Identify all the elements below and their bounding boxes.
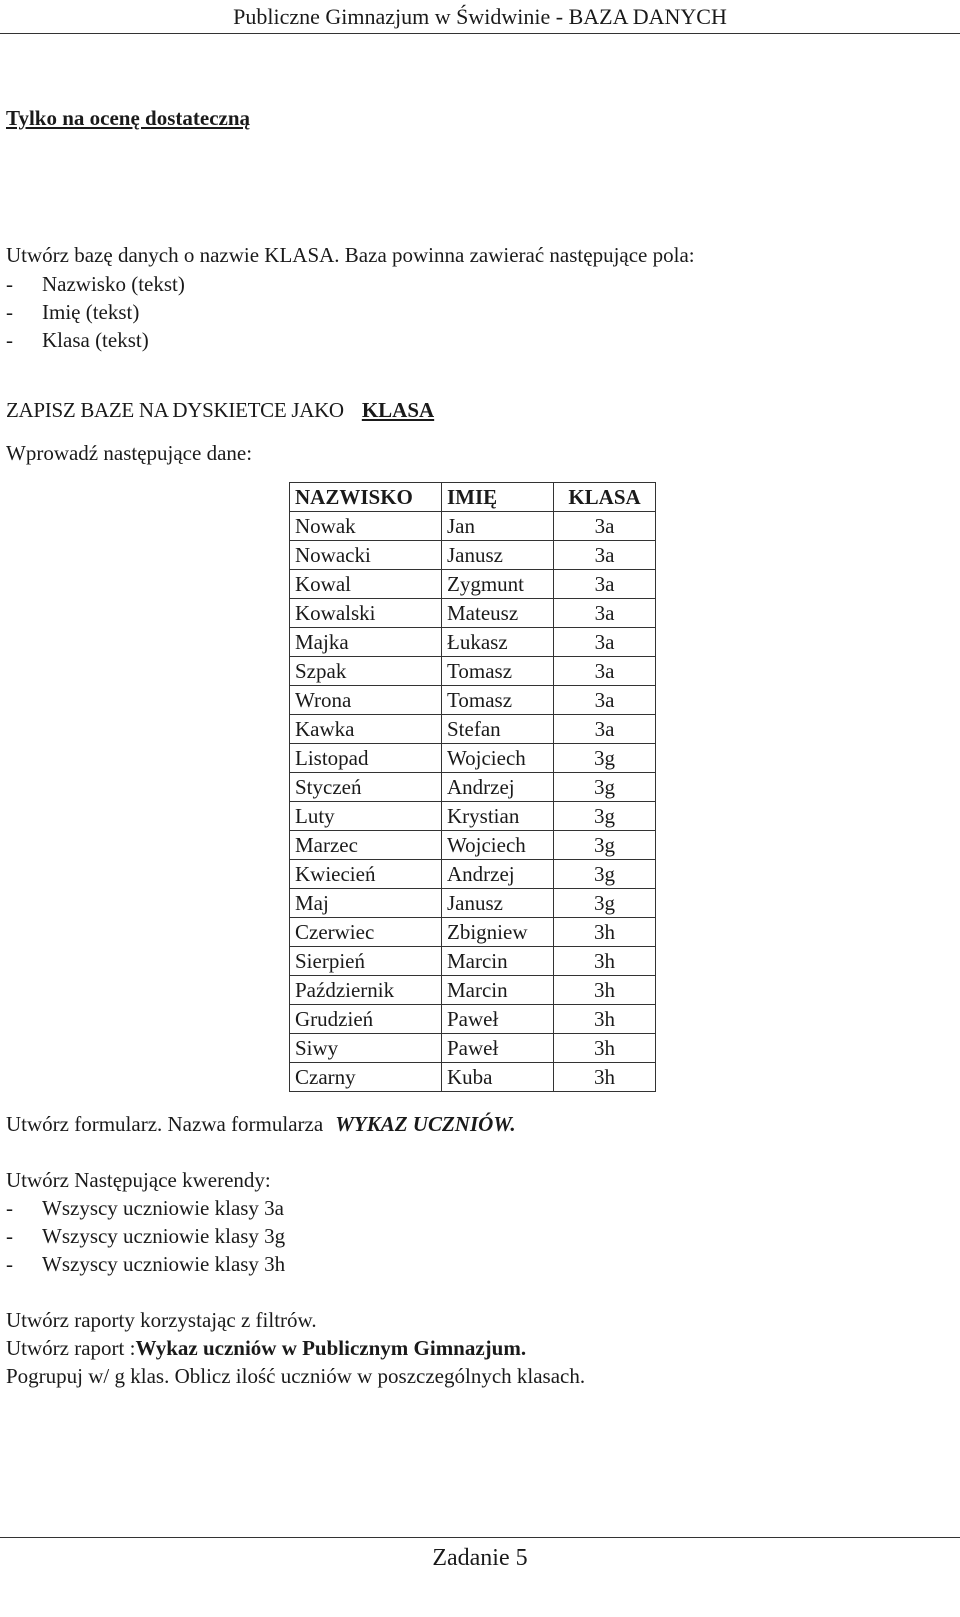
cell-class: 3g: [554, 744, 656, 773]
cell-class: 3a: [554, 715, 656, 744]
cell-surname: Siwy: [290, 1034, 442, 1063]
cell-class: 3h: [554, 976, 656, 1005]
cell-class: 3g: [554, 773, 656, 802]
table-row: [290, 541, 656, 570]
cell-name: Krystian: [442, 802, 554, 831]
table-row: [290, 773, 656, 802]
cell-name: Jan: [442, 512, 554, 541]
cell-name: Tomasz: [442, 657, 554, 686]
cell-surname: Marzec: [290, 831, 442, 860]
cell-name: Mateusz: [442, 599, 554, 628]
field-list-item: [6, 300, 139, 325]
page-header-title: Publiczne Gimnazjum w Świdwinie - BAZA DANYCH: [233, 4, 727, 29]
bullet-dash: -: [6, 272, 13, 296]
cell-surname: Szpak: [290, 657, 442, 686]
cell-class: 3h: [554, 1034, 656, 1063]
cell-class: 3a: [554, 570, 656, 599]
query-label: Wszyscy uczniowie klasy 3g: [42, 1224, 286, 1248]
cell-name: Wojciech: [442, 744, 554, 773]
table-row: [290, 657, 656, 686]
bullet-dash: -: [6, 1252, 13, 1276]
save-instruction: [6, 398, 434, 423]
table-row: [290, 802, 656, 831]
cell-name: Łukasz: [442, 628, 554, 657]
table-row: [290, 918, 656, 947]
cell-class: 3h: [554, 1063, 656, 1092]
cell-class: 3a: [554, 657, 656, 686]
cell-name: Wojciech: [442, 831, 554, 860]
table-header-row: [290, 483, 656, 512]
cell-surname: Sierpień: [290, 947, 442, 976]
cell-class: 3g: [554, 802, 656, 831]
cell-class: 3a: [554, 599, 656, 628]
field-list-item: [6, 328, 149, 353]
bullet-dash: -: [6, 1196, 13, 1220]
cell-class: 3h: [554, 947, 656, 976]
table-row: [290, 831, 656, 860]
field-list-item: [6, 272, 185, 297]
cell-class: 3g: [554, 860, 656, 889]
reports-line-1: Utwórz raporty korzystając z filtrów.: [6, 1308, 317, 1332]
cell-class: 3a: [554, 512, 656, 541]
table-row: [290, 976, 656, 1005]
cell-surname: Luty: [290, 802, 442, 831]
enter-data-label: Wprowadź następujące dane:: [6, 441, 253, 465]
cell-surname: Czerwiec: [290, 918, 442, 947]
bullet-dash: -: [6, 1224, 13, 1248]
cell-surname: Wrona: [290, 686, 442, 715]
table-row: [290, 889, 656, 918]
cell-surname: Październik: [290, 976, 442, 1005]
cell-name: Marcin: [442, 976, 554, 1005]
form-text: Utwórz formularz. Nazwa formularza: [6, 1112, 324, 1136]
save-text: ZAPISZ BAZE NA DYSKIETCE JAKO: [6, 398, 344, 422]
table-body: [290, 512, 656, 1092]
query-list-item: [6, 1224, 285, 1249]
cell-surname: Majka: [290, 628, 442, 657]
report-name: Wykaz uczniów w Publicznym Gimnazjum.: [135, 1336, 527, 1360]
column-header-name: IMIĘ: [442, 483, 554, 512]
task-intro: Utwórz bazę danych o nazwie KLASA. Baza powinna zawierać następujące pola:: [6, 243, 695, 267]
field-label: Nazwisko (tekst): [42, 272, 185, 296]
table-row: [290, 628, 656, 657]
form-name: WYKAZ UCZNIÓW.: [335, 1112, 516, 1136]
cell-name: Paweł: [442, 1005, 554, 1034]
cell-name: Andrzej: [442, 773, 554, 802]
table-row: [290, 860, 656, 889]
query-list-item: [6, 1196, 284, 1221]
footer-divider: [0, 1537, 960, 1538]
cell-class: 3a: [554, 541, 656, 570]
query-label: Wszyscy uczniowie klasy 3h: [42, 1252, 286, 1276]
report-prefix: Utwórz raport :: [6, 1336, 136, 1360]
form-instruction: [6, 1112, 516, 1137]
cell-name: Marcin: [442, 947, 554, 976]
table-row: [290, 1005, 656, 1034]
cell-surname: Kowalski: [290, 599, 442, 628]
cell-surname: Nowak: [290, 512, 442, 541]
task-title: Tylko na ocenę dostateczną: [6, 106, 251, 130]
cell-class: 3a: [554, 686, 656, 715]
cell-surname: Styczeń: [290, 773, 442, 802]
cell-class: 3g: [554, 889, 656, 918]
cell-surname: Listopad: [290, 744, 442, 773]
cell-surname: Nowacki: [290, 541, 442, 570]
cell-name: Andrzej: [442, 860, 554, 889]
cell-name: Stefan: [442, 715, 554, 744]
column-header-surname: NAZWISKO: [290, 483, 442, 512]
cell-surname: Kowal: [290, 570, 442, 599]
cell-class: 3h: [554, 1005, 656, 1034]
table-row: [290, 512, 656, 541]
table-row: [290, 599, 656, 628]
table-row: [290, 570, 656, 599]
column-header-class: KLASA: [554, 483, 656, 512]
table-row: [290, 1034, 656, 1063]
field-label: Klasa (tekst): [42, 328, 149, 352]
cell-name: Tomasz: [442, 686, 554, 715]
cell-class: 3h: [554, 918, 656, 947]
table-row: [290, 744, 656, 773]
field-label: Imię (tekst): [42, 300, 140, 324]
cell-class: 3a: [554, 628, 656, 657]
header-divider: [0, 33, 960, 34]
footer-label: Zadanie 5: [432, 1545, 528, 1571]
table-row: [290, 947, 656, 976]
table-row: [290, 686, 656, 715]
cell-surname: Czarny: [290, 1063, 442, 1092]
bullet-dash: -: [6, 300, 13, 324]
save-name: KLASA: [361, 398, 435, 422]
cell-surname: Kwiecień: [290, 860, 442, 889]
table-row: [290, 715, 656, 744]
reports-line-2: [6, 1336, 526, 1361]
table-row: [290, 1063, 656, 1092]
bullet-dash: -: [6, 328, 13, 352]
students-table: [289, 482, 656, 1092]
cell-surname: Grudzień: [290, 1005, 442, 1034]
reports-line-3: Pogrupuj w/ g klas. Oblicz ilość uczniów w poszczególnych klasach.: [6, 1364, 586, 1388]
cell-class: 3g: [554, 831, 656, 860]
queries-intro: Utwórz Następujące kwerendy:: [6, 1168, 271, 1192]
cell-name: Kuba: [442, 1063, 554, 1092]
cell-name: Paweł: [442, 1034, 554, 1063]
cell-name: Zygmunt: [442, 570, 554, 599]
cell-name: Janusz: [442, 889, 554, 918]
query-label: Wszyscy uczniowie klasy 3a: [42, 1196, 285, 1220]
cell-surname: Kawka: [290, 715, 442, 744]
cell-name: Janusz: [442, 541, 554, 570]
query-list-item: [6, 1252, 285, 1277]
cell-name: Zbigniew: [442, 918, 554, 947]
cell-surname: Maj: [290, 889, 442, 918]
